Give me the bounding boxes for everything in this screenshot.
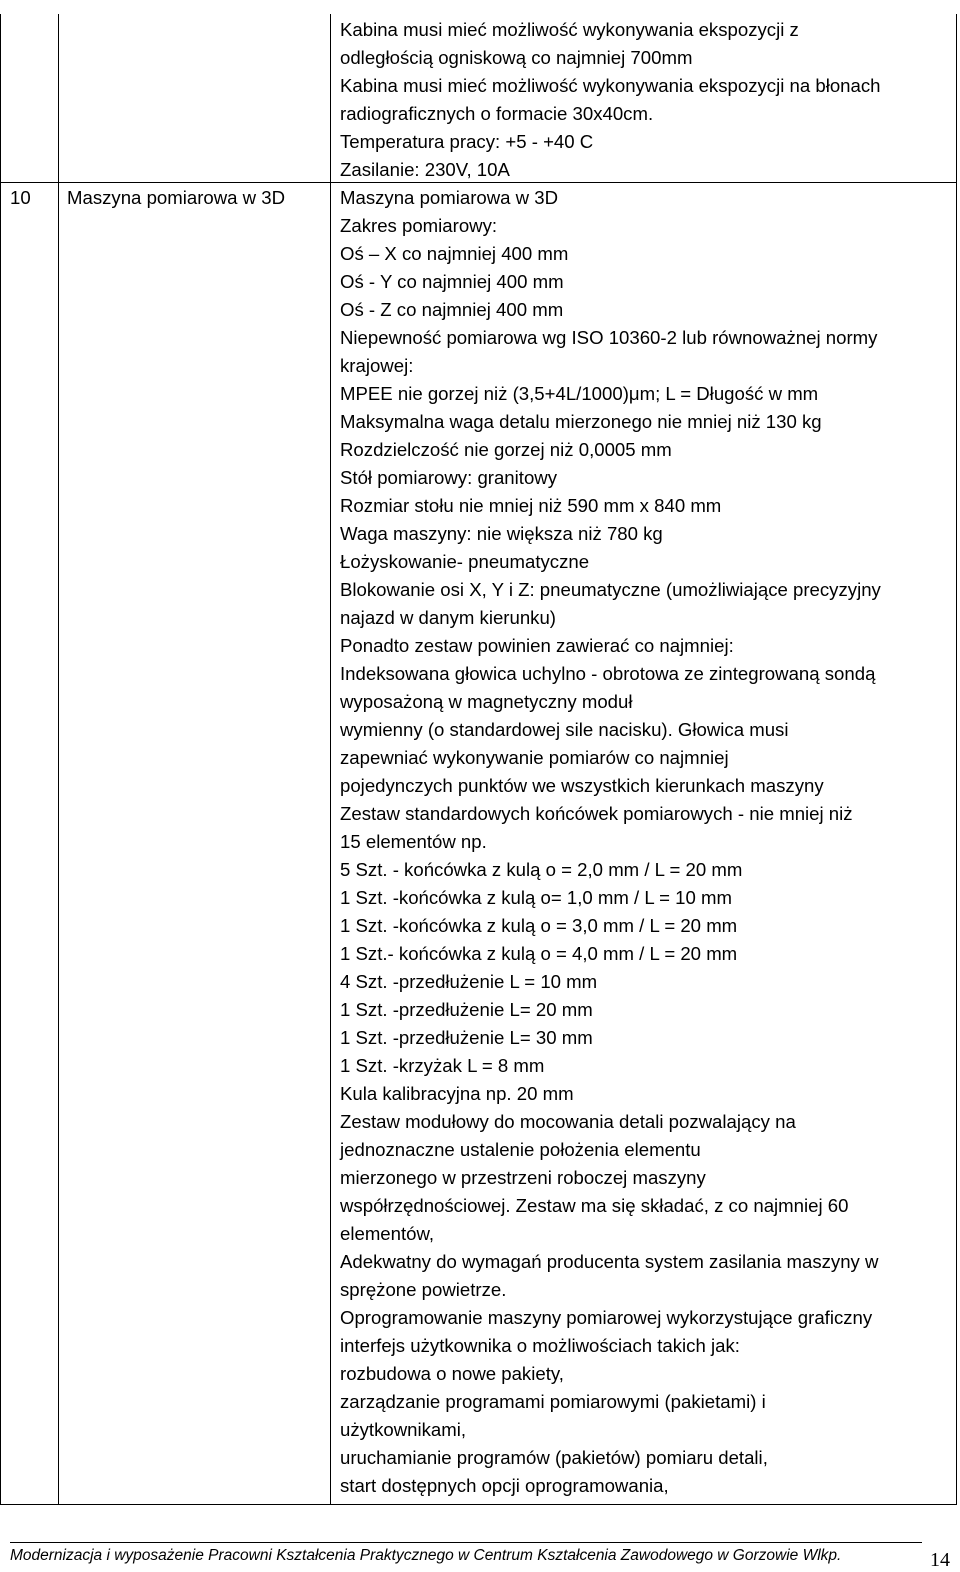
spec-line: 1 Szt. -przedłużenie L= 20 mm xyxy=(340,999,593,1020)
spec-line: wyposażoną w magnetyczny moduł xyxy=(340,691,633,712)
spec-line: Oś – X co najmniej 400 mm xyxy=(340,243,569,264)
spec-line: Rozmiar stołu nie mniej niż 590 mm x 840 mm xyxy=(340,495,722,516)
spec-line: Waga maszyny: nie większa niż 780 kg xyxy=(340,523,663,544)
spec-line: 5 Szt. - końcówka z kulą o = 2,0 mm / L = 20 mm xyxy=(340,859,743,880)
spec-line: 4 Szt. -przedłużenie L = 10 mm xyxy=(340,971,598,992)
spec-line: Kabina musi mieć możliwość wykonywania ekspozycji na błonach xyxy=(340,75,881,96)
page-number: 14 xyxy=(930,1549,950,1571)
spec-line: zapewniać wykonywanie pomiarów co najmniej xyxy=(340,747,729,768)
spec-line: Indeksowana głowica uchylno - obrotowa ze zintegrowaną sondą xyxy=(340,663,876,684)
spec-line: Ponadto zestaw powinien zawierać co najmniej: xyxy=(340,635,734,656)
spec-line: wymienny (o standardowej sile nacisku). Głowica musi xyxy=(340,719,789,740)
spec-line: Zestaw standardowych końcówek pomiarowych - nie mniej niż xyxy=(340,803,853,824)
row-item-name: Maszyna pomiarowa w 3D xyxy=(67,187,286,208)
spec-line: sprężone powietrze. xyxy=(340,1279,507,1300)
spec-line: Adekwatny do wymagań producenta system zasilania maszyny w xyxy=(340,1251,879,1272)
spec-line: Maszyna pomiarowa w 3D xyxy=(340,187,559,208)
spec-line: Blokowanie osi X, Y i Z: pneumatyczne (umożliwiające precyzyjny xyxy=(340,579,881,600)
spec-line: rozbudowa o nowe pakiety, xyxy=(340,1363,564,1384)
spec-line: Łożyskowanie- pneumatyczne xyxy=(340,551,590,572)
spec-line: zarządzanie programami pomiarowymi (pakietami) i xyxy=(340,1391,766,1412)
spec-line: Kabina musi mieć możliwość wykonywania ekspozycji z xyxy=(340,19,799,40)
spec-line: mierzonego w przestrzeni roboczej maszyny xyxy=(340,1167,706,1188)
spec-line: Oś - Z co najmniej 400 mm xyxy=(340,299,564,320)
spec-line: współrzędnościowej. Zestaw ma się składać, z co najmniej 60 xyxy=(340,1195,849,1216)
table-border-left xyxy=(0,14,1,1505)
spec-line: pojedynczych punktów we wszystkich kierunkach maszyny xyxy=(340,775,824,796)
spec-line: Rozdzielczość nie gorzej niż 0,0005 mm xyxy=(340,439,672,460)
spec-line: krajowej: xyxy=(340,355,414,376)
table-border-right xyxy=(956,14,957,1505)
spec-line: Maksymalna waga detalu mierzonego nie mniej niż 130 kg xyxy=(340,411,822,432)
footer-divider xyxy=(10,1542,922,1543)
spec-line: Stół pomiarowy: granitowy xyxy=(340,467,558,488)
spec-line: radiograficznych o formacie 30x40cm. xyxy=(340,103,654,124)
specification-text xyxy=(340,16,956,1500)
spec-line: Zasilanie: 230V, 10A xyxy=(340,159,510,180)
spec-line: 1 Szt.- końcówka z kulą o = 4,0 mm / L = 20 mm xyxy=(340,943,738,964)
spec-line: MPEE nie gorzej niż (3,5+4L/1000)μm; L = Długość w mm xyxy=(340,383,819,404)
spec-line: 1 Szt. -końcówka z kulą o= 1,0 mm / L = 10 mm xyxy=(340,887,733,908)
spec-line: Niepewność pomiarowa wg ISO 10360-2 lub równoważnej normy xyxy=(340,327,878,348)
footer-text: Modernizacja i wyposażenie Pracowni Kształcenia Praktycznego w Centrum Kształcenia Zawodowego w Gorzowie Wlkp. xyxy=(10,1547,842,1564)
spec-line: Zakres pomiarowy: xyxy=(340,215,498,236)
spec-line: jednoznaczne ustalenie położenia elementu xyxy=(340,1139,701,1160)
spec-line: użytkownikami, xyxy=(340,1419,467,1440)
spec-line: Oś - Y co najmniej 400 mm xyxy=(340,271,564,292)
spec-line: uruchamianie programów (pakietów) pomiaru detali, xyxy=(340,1447,768,1468)
spec-line: Oprogramowanie maszyny pomiarowej wykorzystujące graficzny xyxy=(340,1307,873,1328)
spec-line: Zestaw modułowy do mocowania detali pozwalający na xyxy=(340,1111,796,1132)
spec-line: start dostępnych opcji oprogramowania, xyxy=(340,1475,669,1496)
spec-line: 1 Szt. -krzyżak L = 8 mm xyxy=(340,1055,545,1076)
row-number: 10 xyxy=(10,187,31,208)
spec-line: Kula kalibracyjna np. 20 mm xyxy=(340,1083,574,1104)
table-border-col1 xyxy=(58,14,59,1505)
table-border-col2 xyxy=(330,14,331,1505)
spec-line: odległością ogniskową co najmniej 700mm xyxy=(340,47,693,68)
spec-line: 1 Szt. -przedłużenie L= 30 mm xyxy=(340,1027,593,1048)
spec-line: elementów, xyxy=(340,1223,435,1244)
spec-line: interfejs użytkownika o możliwościach takich jak: xyxy=(340,1335,740,1356)
spec-line: 15 elementów np. xyxy=(340,831,487,852)
table-border-bottom xyxy=(0,1504,957,1505)
spec-line: 1 Szt. -końcówka z kulą o = 3,0 mm / L = 20 mm xyxy=(340,915,738,936)
spec-line: najazd w danym kierunku) xyxy=(340,607,556,628)
spec-line: Temperatura pracy: +5 - +40 C xyxy=(340,131,594,152)
